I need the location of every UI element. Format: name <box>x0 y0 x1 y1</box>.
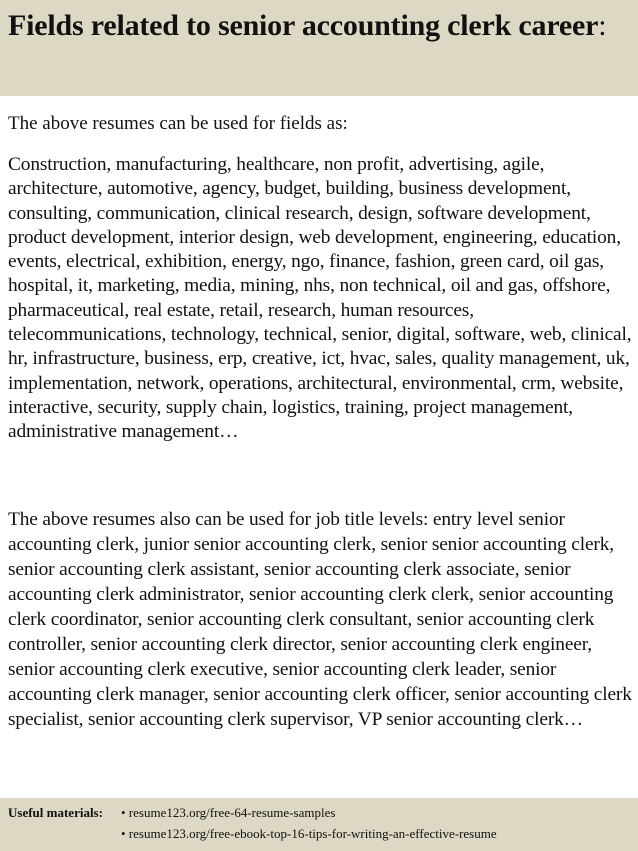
page-title <box>8 6 628 46</box>
useful-materials-label-text: Useful materials <box>8 805 99 820</box>
page-title-text: Fields related to senior accounting clerk career <box>8 9 599 42</box>
header-banner <box>0 0 638 96</box>
useful-materials-label <box>8 804 103 822</box>
intro-text: The above resumes can be used for fields as: <box>8 113 348 134</box>
page-title-colon: : <box>598 9 607 42</box>
footer-link-ebook-tips[interactable]: • resume123.org/free-ebook-top-16-tips-for-writing-an-effective-resume <box>121 826 497 841</box>
useful-materials-separator: : <box>98 805 103 820</box>
fields-list: Construction, manufacturing, healthcare, non profit, advertising, agile, architecture, automotive, agency, budget, building, business development, consulting, communication, clinical research, design, software development, product development, interior design, web development, engineering, education, events, electrical, exhibition, energy, ngo, finance, fashion, green card, oil gas, hospital, it, marketing, media, mining, nhs, non technical, oil and gas, offshore, pharmaceutical, real estate, retail, research, human resources, telecommunications, technology, technical, senior, digital, software, web, clinical, hr, infrastructure, business, erp, creative, ict, hvac, sales, quality management, uk, implementation, network, operations, architectural, environmental, crm, website, interactive, security, supply chain, logistics, training, project management, administrative management… <box>8 154 632 443</box>
footer-link-resume-samples[interactable]: • resume123.org/free-64-resume-samples <box>121 805 336 820</box>
job-levels-list: The above resumes also can be used for job title levels: entry level senior accounting clerk, junior senior accounting clerk, senior senior accounting clerk, senior accounting clerk assistant, senior accounting clerk associate, senior accounting clerk administrator, senior accounting clerk clerk, senior accounting clerk coordinator, senior accounting clerk consultant, senior accounting clerk controller, senior accounting clerk director, senior accounting clerk engineer, senior accounting clerk executive, senior accounting clerk leader, senior accounting clerk manager, senior accounting clerk officer, senior accounting clerk specialist, senior accounting clerk supervisor, VP senior accounting clerk… <box>8 509 632 730</box>
footer-banner <box>0 798 638 851</box>
